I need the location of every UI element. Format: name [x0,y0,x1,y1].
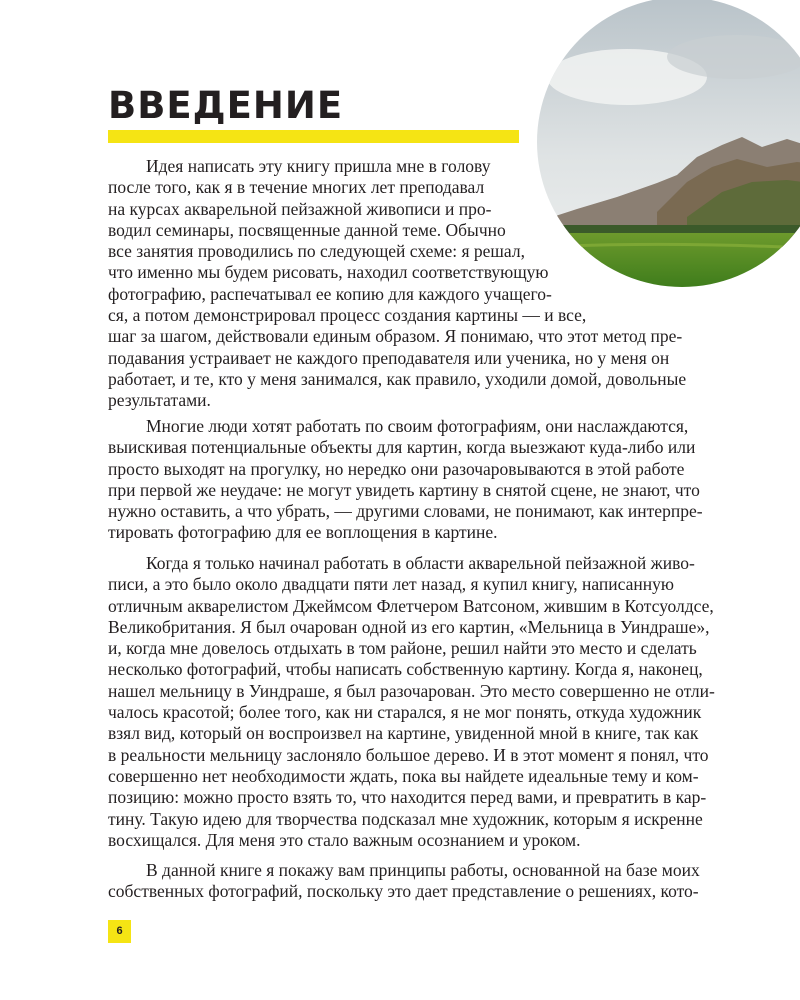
text-line: писи, а это было около двадцати пяти лет назад, я купил книгу, написанную [108,574,674,595]
text-line: шаг за шагом, действовали единым образом. Я понимаю, что этот метод пре- [108,326,683,347]
text-line: нашел мельницу в Уиндраше, я был разочарован. Это место совершенно не отли- [108,680,715,701]
text-line: просто выходят на прогулку, но нередко они разочаровываются в этой работе [108,458,685,479]
text-line: работает, и те, кто у меня занимался, как правило, уходили домой, довольные [108,368,687,389]
text-line: все занятия проводились по следующей схеме: я решал, [108,241,525,262]
text-line: тировать фотографию для ее воплощения в картине. [108,522,498,543]
text-line: позицию: можно просто взять то, что находится перед вами, и превратить в кар- [108,787,707,808]
text-line: и, когда мне довелось отдыхать в том районе, решил найти это место и сделать [108,638,697,659]
page-title: ВВЕДЕНИЕ [108,84,344,127]
text-line: что именно мы будем рисовать, находил соответствующую [108,262,549,283]
text-line: фотографию, распечатывал ее копию для каждого учащего- [108,283,552,304]
text-line: нужно оставить, а что убрать, — другими словами, не понимают, как интерпре- [108,501,703,522]
text-line: ся, а потом демонстрировал процесс создания картины — и все, [108,305,587,326]
text-line: Когда я только начинал работать в области акварельной пейзажной живо- [146,553,695,573]
text-line: совершенно нет необходимости ждать, пока вы найдете идеальные тему и ком- [108,765,699,786]
text-line: чалось красотой; более того, как ни старался, я не мог понять, откуда художник [108,702,702,723]
text-line: собственных фотографий, поскольку это дает представление о решениях, кото- [108,881,699,902]
text-line: подавания устраивает не каждого преподавателя или ученика, но у меня он [108,347,670,368]
paragraph-4 [108,860,700,903]
text-line: тину. Такую идею для творчества подсказал мне художник, которым я искренне [108,808,703,829]
text-line: В данной книге я покажу вам принципы работы, основанной на базе моих [146,860,700,880]
page-number: 6 [108,920,131,943]
text-line: восхищался. Для меня это стало важным осознанием и уроком. [108,829,581,850]
paragraph-3 [108,553,715,851]
text-line: Великобритания. Я был очарован одной из его картин, «Мельница в Уиндраше», [108,616,710,637]
text-line: результатами. [108,390,211,411]
text-line: при первой же неудаче: не могут увидеть картину в снятой сцене, не знают, что [108,479,700,500]
text-line: Идея написать эту книгу пришла мне в голову [146,156,491,176]
text-line: выискивая потенциальные объекты для картин, когда выезжают куда-либо или [108,437,696,458]
paragraph-1 [108,156,686,412]
text-line: Многие люди хотят работать по своим фотографиям, они наслаждаются, [146,416,689,436]
text-line: водил семинары, посвященные данной теме. Обычно [108,219,506,240]
title-underline [108,130,519,143]
text-line: взял вид, который он воспроизвел на картине, увиденной мной в книге, так как [108,723,699,744]
text-line: несколько фотографий, чтобы написать собственную картину. Когда я, наконец, [108,659,703,680]
text-line: в реальности мельницу заслоняло большое дерево. И в этот момент я понял, что [108,744,709,765]
text-line: на курсах акварельной пейзажной живописи и про- [108,198,492,219]
text-line: отличным акварелистом Джеймсом Флетчером Ватсоном, жившим в Котсуолдсе, [108,595,714,616]
paragraph-2 [108,416,703,544]
text-line: после того, как я в течение многих лет преподавал [108,177,485,198]
